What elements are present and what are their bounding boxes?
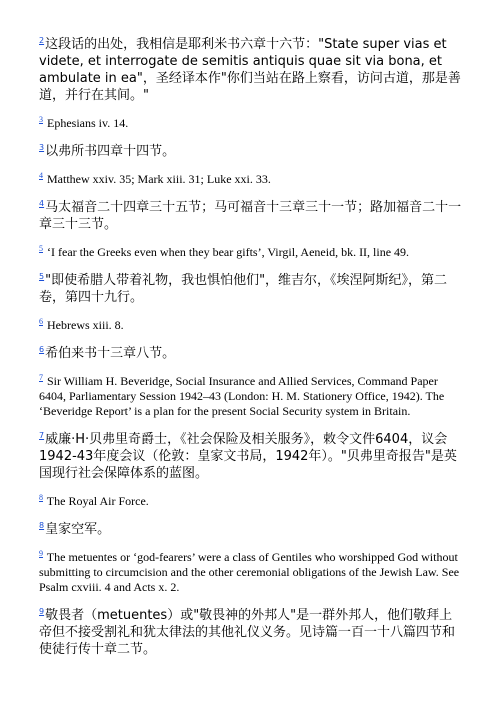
footnote-text: 马太福音二十四章三十五节；马可福音十三章三十一节；路加福音二十一章三十三节。 [39, 200, 462, 232]
footnote-9-en [39, 550, 462, 595]
footnote-6-zh [39, 345, 462, 362]
footnote-text: 威廉·H·贝弗里奇爵士，《社会保险及相关服务》，敕令文件6404，议会1942-43年度会议（伦敦：皇家文书局，1942年）。"贝弗里奇报告"是英国现行社会保障体系的蓝图。 [39, 432, 457, 481]
footnote-4-en [39, 172, 462, 187]
footnote-3-zh [39, 143, 462, 160]
footnote-3-en [39, 116, 462, 131]
footnote-2-zh [39, 36, 462, 104]
footnote-text: 这段话的出处，我相信是耶利米书六章十六节："State super vias et videte, et interrogate de semitis antiquis quae sit via bona, et ambulate in ea"，圣经译本作"你们当站在路上察看，访问古道，那是善道，并行在其间。" [39, 37, 461, 103]
footnote-text: Hebrews xiii. 8. [47, 318, 124, 332]
footnote-8-zh [39, 521, 462, 538]
footnote-text: Ephesians iv. 14. [47, 116, 129, 130]
footnote-6-en [39, 318, 462, 333]
footnote-ref-link[interactable]: 8 [39, 493, 43, 502]
footnote-text: 皇家空军。 [45, 522, 111, 537]
footnote-ref-link[interactable]: 6 [39, 344, 45, 354]
footnote-text: ‘I fear the Greeks even when they bear gifts’, Virgil, Aeneid, bk. II, line 49. [47, 245, 410, 259]
footnote-text: Sir William H. Beveridge, Social Insurance and Allied Services, Command Paper 6404, Parliamentary Session 1942–43 (London: H. M. Stationery Office, 1942). The ‘Beveridge Report’ is a plan for the present Social Security system in Britain. [39, 374, 445, 418]
footnote-ref-link[interactable]: 7 [39, 373, 43, 382]
footnote-4-zh [39, 199, 462, 233]
footnote-text: "即使希腊人带着礼物，我也惧怕他们"，维吉尔，《埃涅阿斯纪》，第二卷，第四十九行。 [39, 273, 448, 305]
footnote-text: The metuentes or ‘god-fearers’ were a class of Gentiles who worshipped God without submitting to circumcision and the other ceremonial obligations of the Jewish Law. See Psalm cxviii. 4 and Acts x. 2. [39, 550, 460, 594]
footnote-ref-link[interactable]: 6 [39, 317, 43, 326]
footnote-ref-link[interactable]: 4 [39, 198, 45, 208]
footnote-9-zh [39, 607, 462, 658]
footnote-ref-link[interactable]: 9 [39, 549, 43, 558]
footnote-text: 以弗所书四章十四节。 [45, 144, 176, 159]
footnote-ref-link[interactable]: 4 [39, 171, 43, 180]
footnote-text: The Royal Air Force. [46, 494, 149, 508]
footnote-ref-link[interactable]: 7 [39, 430, 45, 440]
footnote-8-en [39, 494, 462, 509]
footnote-ref-link[interactable]: 2 [39, 35, 45, 45]
footnote-ref-link[interactable]: 5 [39, 271, 45, 281]
footnote-text: Matthew xxiv. 35; Mark xiii. 31; Luke xxi. 33. [47, 172, 271, 186]
footnote-5-zh [39, 272, 462, 306]
footnote-ref-link[interactable]: 5 [39, 244, 43, 253]
footnote-ref-link[interactable]: 8 [39, 520, 45, 530]
footnote-7-en [39, 374, 462, 419]
footnote-5-en [39, 245, 462, 260]
footnote-ref-link[interactable]: 9 [39, 606, 45, 616]
footnote-text: 敬畏者（metuentes）或"敬畏神的外邦人"是一群外邦人，他们敬拜上帝但不接受割礼和犹太律法的其他礼仪义务。见诗篇一百一十八篇四节和使徒行传十章二节。 [39, 608, 456, 657]
footnote-text: 希伯来书十三章八节。 [45, 346, 176, 361]
footnote-ref-link[interactable]: 3 [39, 142, 45, 152]
footnote-7-zh [39, 431, 462, 482]
footnote-ref-link[interactable]: 3 [39, 115, 43, 124]
